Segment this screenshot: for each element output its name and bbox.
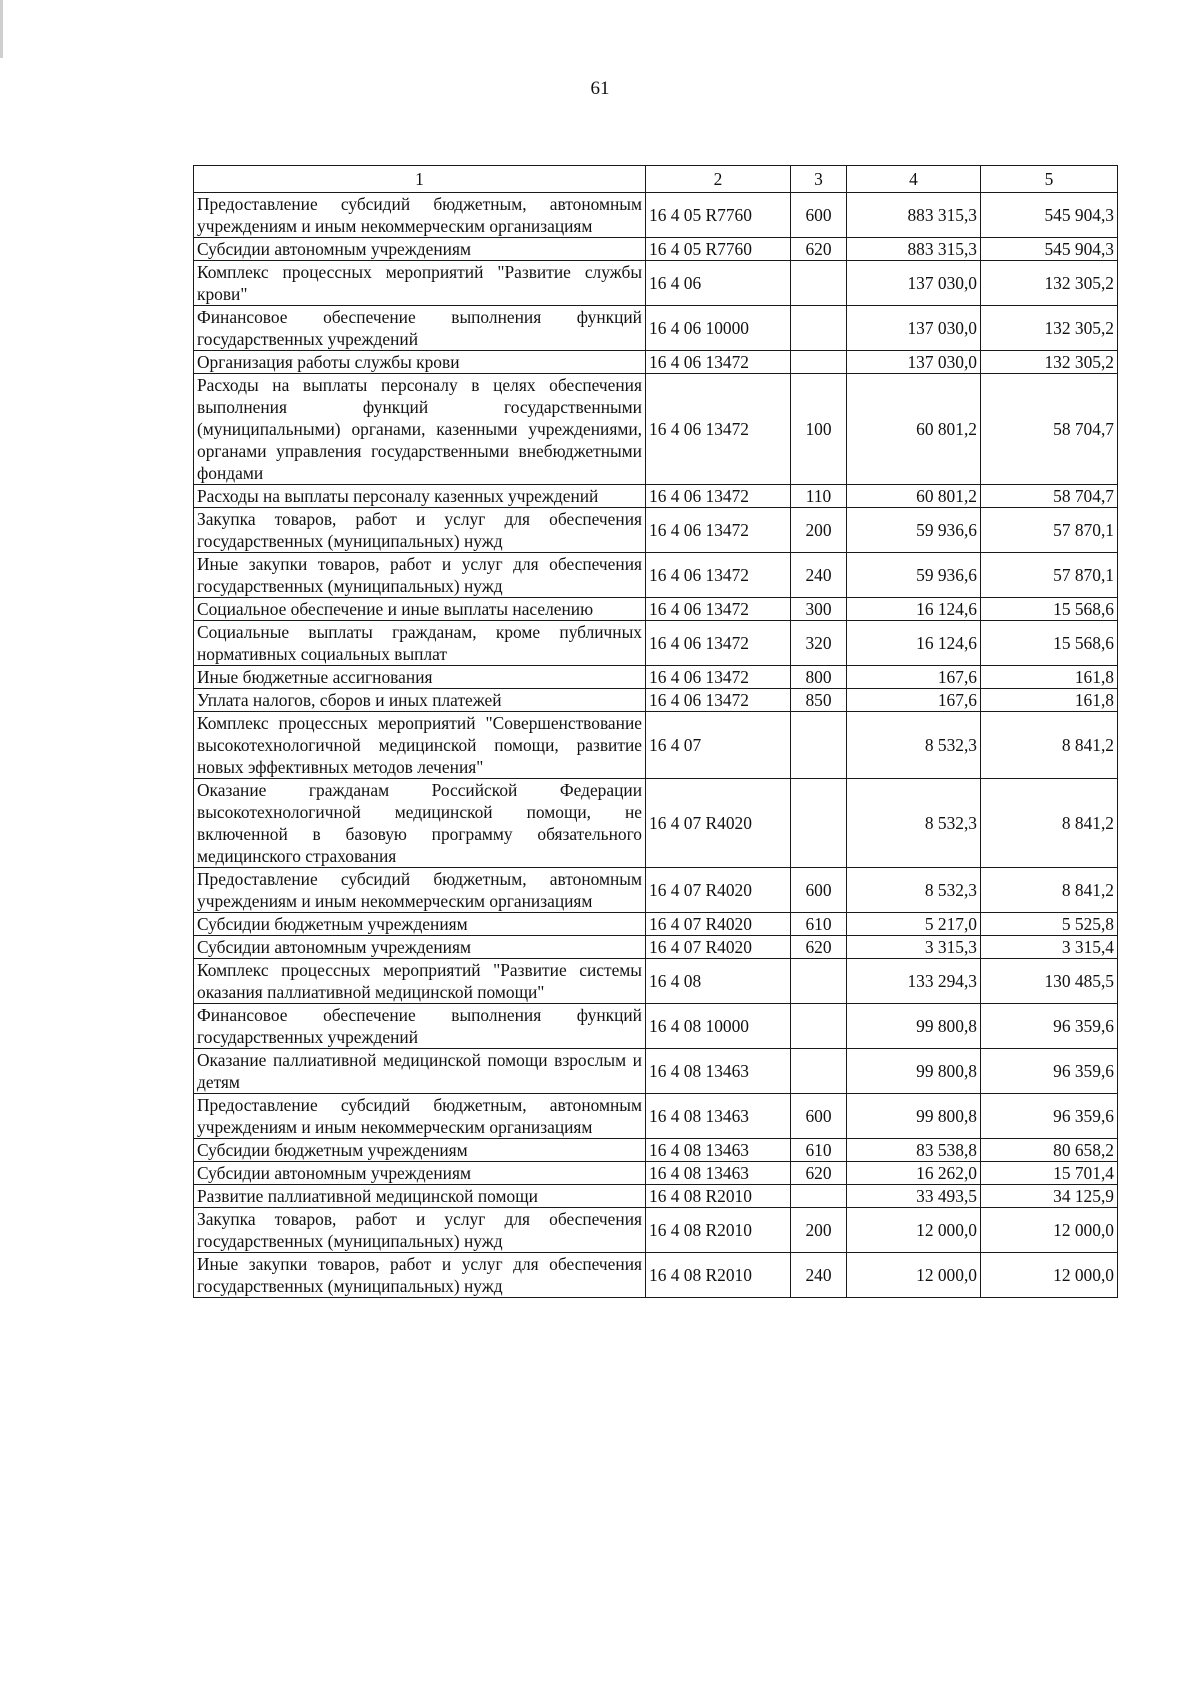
- row-kind-cell: 100: [791, 374, 847, 485]
- table-row: [194, 689, 1118, 712]
- row-name-cell: Развитие паллиативной медицинской помощи: [194, 1185, 646, 1208]
- row-value-1-cell: 137 030,0: [847, 351, 981, 374]
- row-value-2-cell: 3 315,4: [981, 936, 1118, 959]
- row-value-2-cell: 132 305,2: [981, 306, 1118, 351]
- header-cell-3: 3: [791, 166, 847, 193]
- row-code-cell: 16 4 08 13463: [646, 1094, 791, 1139]
- table-row: [194, 553, 1118, 598]
- row-name-cell: Комплекс процессных мероприятий "Развитие службы крови": [194, 261, 646, 306]
- row-code-cell: 16 4 05 R7760: [646, 238, 791, 261]
- row-kind-cell: [791, 1004, 847, 1049]
- row-name-cell: Иные бюджетные ассигнования: [194, 666, 646, 689]
- table-row: [194, 959, 1118, 1004]
- row-kind-cell: 620: [791, 238, 847, 261]
- row-kind-cell: [791, 306, 847, 351]
- row-code-cell: 16 4 08 13463: [646, 1139, 791, 1162]
- row-value-2-cell: 8 841,2: [981, 779, 1118, 868]
- table-row: [194, 913, 1118, 936]
- table-row: [194, 1162, 1118, 1185]
- row-kind-cell: 240: [791, 1253, 847, 1298]
- row-value-2-cell: 8 841,2: [981, 868, 1118, 913]
- row-value-2-cell: 15 568,6: [981, 598, 1118, 621]
- row-name-cell: Комплекс процессных мероприятий "Развитие системы оказания паллиативной медицинской помощи": [194, 959, 646, 1004]
- table-body: [194, 193, 1118, 1298]
- row-value-1-cell: 16 262,0: [847, 1162, 981, 1185]
- row-kind-cell: 850: [791, 689, 847, 712]
- header-cell-1: 1: [194, 166, 646, 193]
- table-row: [194, 936, 1118, 959]
- row-code-cell: 16 4 07 R4020: [646, 913, 791, 936]
- row-code-cell: 16 4 07 R4020: [646, 936, 791, 959]
- row-value-2-cell: 80 658,2: [981, 1139, 1118, 1162]
- table-row: [194, 261, 1118, 306]
- row-kind-cell: 610: [791, 913, 847, 936]
- row-value-2-cell: 15 701,4: [981, 1162, 1118, 1185]
- row-value-2-cell: 12 000,0: [981, 1253, 1118, 1298]
- header-cell-4: 4: [847, 166, 981, 193]
- row-value-2-cell: 545 904,3: [981, 238, 1118, 261]
- row-code-cell: 16 4 08 13463: [646, 1049, 791, 1094]
- table-row: [194, 712, 1118, 779]
- row-code-cell: 16 4 06 13472: [646, 351, 791, 374]
- row-name-cell: Социальное обеспечение и иные выплаты населению: [194, 598, 646, 621]
- row-name-cell: Субсидии автономным учреждениям: [194, 238, 646, 261]
- row-value-1-cell: 167,6: [847, 666, 981, 689]
- row-value-1-cell: 883 315,3: [847, 193, 981, 238]
- row-value-1-cell: 8 532,3: [847, 712, 981, 779]
- row-value-2-cell: 34 125,9: [981, 1185, 1118, 1208]
- table-row: [194, 306, 1118, 351]
- row-value-2-cell: 15 568,6: [981, 621, 1118, 666]
- row-name-cell: Расходы на выплаты персоналу казенных учреждений: [194, 485, 646, 508]
- row-kind-cell: 620: [791, 936, 847, 959]
- row-value-1-cell: 5 217,0: [847, 913, 981, 936]
- row-value-1-cell: 33 493,5: [847, 1185, 981, 1208]
- row-kind-cell: [791, 779, 847, 868]
- row-value-1-cell: 16 124,6: [847, 598, 981, 621]
- scan-edge-mark: [0, 0, 3, 58]
- row-kind-cell: 620: [791, 1162, 847, 1185]
- row-kind-cell: [791, 959, 847, 1004]
- row-value-1-cell: 83 538,8: [847, 1139, 981, 1162]
- row-value-2-cell: 161,8: [981, 689, 1118, 712]
- row-value-2-cell: 12 000,0: [981, 1208, 1118, 1253]
- row-name-cell: Субсидии автономным учреждениям: [194, 1162, 646, 1185]
- row-value-1-cell: 137 030,0: [847, 261, 981, 306]
- table-row: [194, 1253, 1118, 1298]
- row-name-cell: Предоставление субсидий бюджетным, автономным учреждениям и иным некоммерческим организациям: [194, 868, 646, 913]
- row-code-cell: 16 4 06 13472: [646, 689, 791, 712]
- row-code-cell: 16 4 06 13472: [646, 598, 791, 621]
- row-value-1-cell: 59 936,6: [847, 508, 981, 553]
- page-number: 61: [590, 78, 610, 99]
- row-value-1-cell: 99 800,8: [847, 1049, 981, 1094]
- row-kind-cell: [791, 712, 847, 779]
- row-kind-cell: 800: [791, 666, 847, 689]
- row-name-cell: Финансовое обеспечение выполнения функций государственных учреждений: [194, 306, 646, 351]
- table-row: [194, 621, 1118, 666]
- table-row: [194, 485, 1118, 508]
- row-kind-cell: [791, 261, 847, 306]
- row-code-cell: 16 4 06 13472: [646, 485, 791, 508]
- row-value-1-cell: 167,6: [847, 689, 981, 712]
- table-row: [194, 1049, 1118, 1094]
- header-row: [194, 166, 1118, 193]
- row-name-cell: Субсидии бюджетным учреждениям: [194, 913, 646, 936]
- row-code-cell: 16 4 08 13463: [646, 1162, 791, 1185]
- row-code-cell: 16 4 06 13472: [646, 666, 791, 689]
- row-value-1-cell: 16 124,6: [847, 621, 981, 666]
- row-value-2-cell: 96 359,6: [981, 1004, 1118, 1049]
- row-kind-cell: 200: [791, 1208, 847, 1253]
- table-row: [194, 1004, 1118, 1049]
- row-kind-cell: 240: [791, 553, 847, 598]
- row-value-2-cell: 5 525,8: [981, 913, 1118, 936]
- row-value-1-cell: 883 315,3: [847, 238, 981, 261]
- row-name-cell: Закупка товаров, работ и услуг для обеспечения государственных (муниципальных) нужд: [194, 508, 646, 553]
- row-value-1-cell: 99 800,8: [847, 1004, 981, 1049]
- row-value-1-cell: 137 030,0: [847, 306, 981, 351]
- row-kind-cell: 600: [791, 868, 847, 913]
- row-code-cell: 16 4 08 10000: [646, 1004, 791, 1049]
- row-value-2-cell: 96 359,6: [981, 1094, 1118, 1139]
- table-row: [194, 1185, 1118, 1208]
- row-name-cell: Оказание гражданам Российской Федерации высокотехнологичной медицинской помощи, не включенной в базовую программу обязательного медицинского страхования: [194, 779, 646, 868]
- row-code-cell: 16 4 08 R2010: [646, 1185, 791, 1208]
- row-value-2-cell: 8 841,2: [981, 712, 1118, 779]
- row-kind-cell: 110: [791, 485, 847, 508]
- row-name-cell: Иные закупки товаров, работ и услуг для обеспечения государственных (муниципальных) нужд: [194, 1253, 646, 1298]
- row-kind-cell: 200: [791, 508, 847, 553]
- row-value-2-cell: 161,8: [981, 666, 1118, 689]
- row-code-cell: 16 4 05 R7760: [646, 193, 791, 238]
- row-value-2-cell: 96 359,6: [981, 1049, 1118, 1094]
- row-value-1-cell: 3 315,3: [847, 936, 981, 959]
- table-row: [194, 868, 1118, 913]
- row-kind-cell: 320: [791, 621, 847, 666]
- header-cell-5: 5: [981, 166, 1118, 193]
- row-name-cell: Субсидии бюджетным учреждениям: [194, 1139, 646, 1162]
- row-kind-cell: [791, 1185, 847, 1208]
- table-row: [194, 598, 1118, 621]
- row-kind-cell: 600: [791, 193, 847, 238]
- row-value-2-cell: 58 704,7: [981, 374, 1118, 485]
- row-value-2-cell: 132 305,2: [981, 351, 1118, 374]
- row-value-1-cell: 99 800,8: [847, 1094, 981, 1139]
- row-value-1-cell: 12 000,0: [847, 1208, 981, 1253]
- row-code-cell: 16 4 07 R4020: [646, 779, 791, 868]
- row-code-cell: 16 4 06: [646, 261, 791, 306]
- row-name-cell: Оказание паллиативной медицинской помощи взрослым и детям: [194, 1049, 646, 1094]
- row-name-cell: Комплекс процессных мероприятий "Совершенствование высокотехнологичной медицинской помощи, развитие новых эффективных методов лечения": [194, 712, 646, 779]
- row-name-cell: Уплата налогов, сборов и иных платежей: [194, 689, 646, 712]
- row-value-1-cell: 133 294,3: [847, 959, 981, 1004]
- row-value-2-cell: 545 904,3: [981, 193, 1118, 238]
- row-name-cell: Социальные выплаты гражданам, кроме публичных нормативных социальных выплат: [194, 621, 646, 666]
- budget-table: [193, 165, 1118, 1298]
- row-name-cell: Субсидии автономным учреждениям: [194, 936, 646, 959]
- row-kind-cell: 300: [791, 598, 847, 621]
- row-value-1-cell: 60 801,2: [847, 374, 981, 485]
- table-row: [194, 238, 1118, 261]
- row-name-cell: Предоставление субсидий бюджетным, автономным учреждениям и иным некоммерческим организациям: [194, 193, 646, 238]
- row-code-cell: 16 4 06 13472: [646, 374, 791, 485]
- row-name-cell: Расходы на выплаты персоналу в целях обеспечения выполнения функций государственными (муниципальными) органами, казенными учреждениями, органами управления государственными внебюджетными фондами: [194, 374, 646, 485]
- row-value-2-cell: 132 305,2: [981, 261, 1118, 306]
- row-code-cell: 16 4 06 10000: [646, 306, 791, 351]
- table-row: [194, 374, 1118, 485]
- row-name-cell: Иные закупки товаров, работ и услуг для обеспечения государственных (муниципальных) нужд: [194, 553, 646, 598]
- row-name-cell: Организация работы службы крови: [194, 351, 646, 374]
- row-code-cell: 16 4 08 R2010: [646, 1208, 791, 1253]
- row-code-cell: 16 4 08: [646, 959, 791, 1004]
- row-value-1-cell: 12 000,0: [847, 1253, 981, 1298]
- table-row: [194, 193, 1118, 238]
- row-kind-cell: [791, 1049, 847, 1094]
- row-code-cell: 16 4 07 R4020: [646, 868, 791, 913]
- row-code-cell: 16 4 08 R2010: [646, 1253, 791, 1298]
- row-value-2-cell: 57 870,1: [981, 508, 1118, 553]
- header-cell-2: 2: [646, 166, 791, 193]
- row-value-1-cell: 8 532,3: [847, 868, 981, 913]
- row-name-cell: Закупка товаров, работ и услуг для обеспечения государственных (муниципальных) нужд: [194, 1208, 646, 1253]
- row-code-cell: 16 4 07: [646, 712, 791, 779]
- table-row: [194, 779, 1118, 868]
- table-row: [194, 1139, 1118, 1162]
- row-value-1-cell: 59 936,6: [847, 553, 981, 598]
- row-name-cell: Финансовое обеспечение выполнения функций государственных учреждений: [194, 1004, 646, 1049]
- table-row: [194, 1208, 1118, 1253]
- row-value-2-cell: 130 485,5: [981, 959, 1118, 1004]
- row-value-2-cell: 57 870,1: [981, 553, 1118, 598]
- row-value-1-cell: 60 801,2: [847, 485, 981, 508]
- row-code-cell: 16 4 06 13472: [646, 621, 791, 666]
- row-name-cell: Предоставление субсидий бюджетным, автономным учреждениям и иным некоммерческим организациям: [194, 1094, 646, 1139]
- row-value-1-cell: 8 532,3: [847, 779, 981, 868]
- row-kind-cell: [791, 351, 847, 374]
- row-kind-cell: 600: [791, 1094, 847, 1139]
- table-row: [194, 1094, 1118, 1139]
- row-code-cell: 16 4 06 13472: [646, 508, 791, 553]
- row-code-cell: 16 4 06 13472: [646, 553, 791, 598]
- table-row: [194, 508, 1118, 553]
- table-row: [194, 666, 1118, 689]
- row-kind-cell: 610: [791, 1139, 847, 1162]
- row-value-2-cell: 58 704,7: [981, 485, 1118, 508]
- table-row: [194, 351, 1118, 374]
